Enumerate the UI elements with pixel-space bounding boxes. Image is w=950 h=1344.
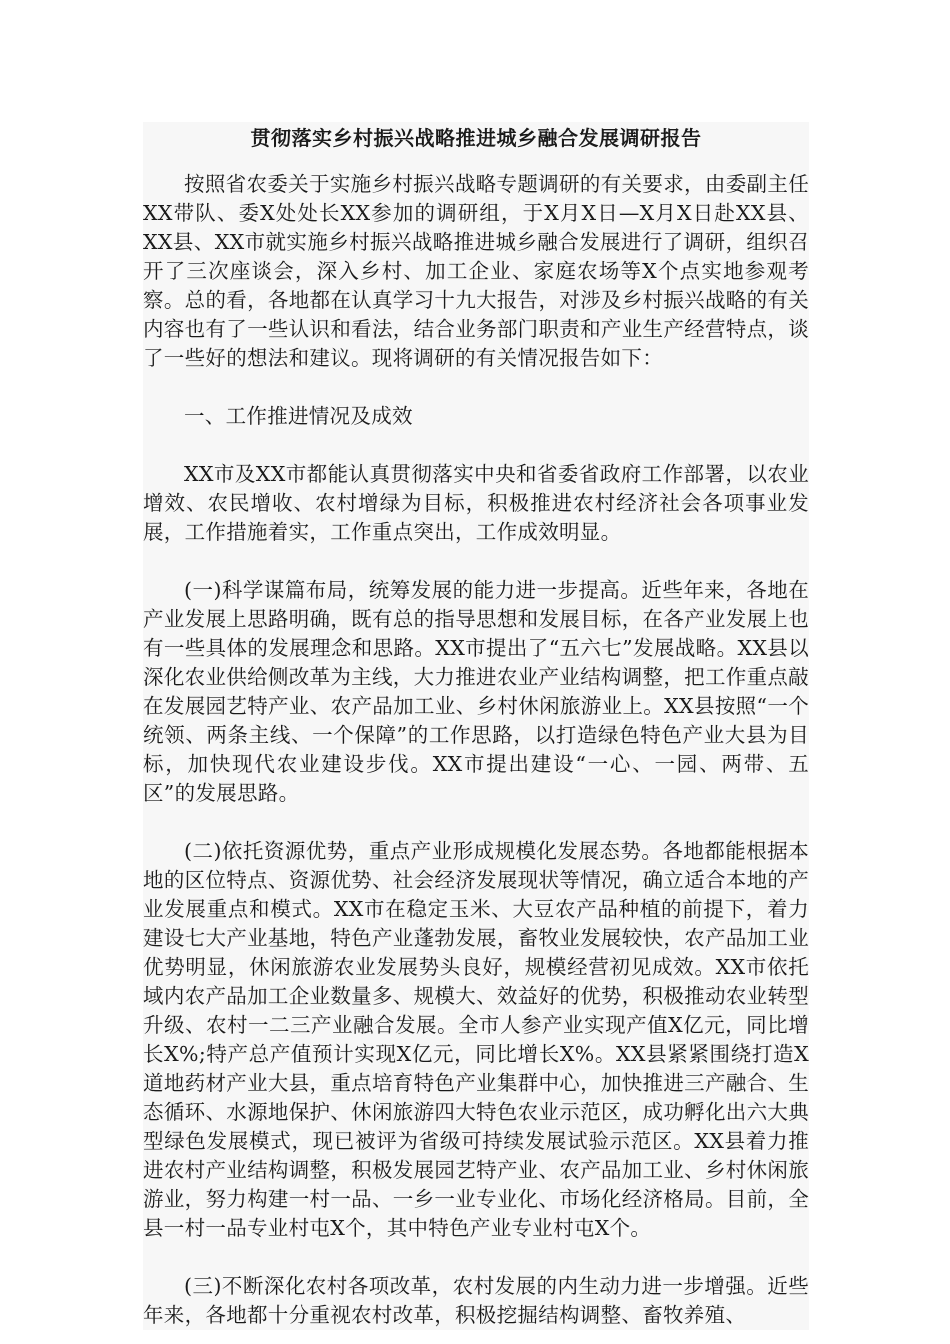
subsection-3-paragraph: (三)不断深化农村各项改革，农村发展的内生动力进一步增强。近些年来，各地都十分重视农村改革，积极挖掘结构调整、畜牧养殖、 [143, 1274, 809, 1327]
subsection-1-paragraph: (一)科学谋篇布局，统筹发展的能力进一步提高。近些年来，各地在产业发展上思路明确，既有总的指导思想和发展目标，在各产业发展上也有一些具体的发展理念和思路。XX市提出了“五六七”发展战略。XX县以深化农业供给侧改革为主线，大力推进农业产业结构调整，把工作重点敲在发展园艺特产业、农产品加工业、乡村休闲旅游业上。XX县按照“一个统领、两条主线、一个保障”的工作思路，以打造绿色特色产业大县为目标，加快现代农业建设步伐。XX市提出建设“一心、一园、两带、五区”的发展思路。 [143, 578, 809, 805]
paragraph-gap [143, 547, 809, 576]
paragraph-gap [143, 431, 809, 460]
section-1-paragraph: XX市及XX市都能认真贯彻落实中央和省委省政府工作部署，以农业增效、农民增收、农村增绿为目标，积极推进农村经济社会各项事业发展，工作措施着实，工作重点突出，工作成效明显。 [143, 462, 809, 544]
section-heading-1: 一、工作推进情况及成效 [184, 404, 413, 428]
subsection-2-paragraph: (二)依托资源优势，重点产业形成规模化发展态势。各地都能根据本地的区位特点、资源优势、社会经济发展现状等情况，确立适合本地的产业发展重点和模式。XX市在稳定玉米、大豆农产品种植的前提下，着力建设七大产业基地，特色产业蓬勃发展，畜牧业发展较快，农产品加工业优势明显，休闲旅游农业发展势头良好，规模经营初见成效。XX市依托域内农产品加工企业数量多、规模大、效益好的优势，积极推动农业转型升级、农村一二三产业融合发展。全市人参产业实现产值X亿元，同比增长X%;特产总产值预计实现X亿元，同比增长X%。XX县紧紧围绕打造X道地药材产业大县，重点培育特色产业集群中心，加快推进三产融合、生态循环、水源地保护、休闲旅游四大特色农业示范区，成功孵化出六大典型绿色发展模式，现已被评为省级可持续发展试验示范区。XX县着力推进农村产业结构调整，积极发展园艺特产业、农产品加工业、乡村休闲旅游业，努力构建一村一品、一乡一业专业化、市场化经济格局。目前，全县一村一品专业村屯X个，其中特色产业专业村屯X个。 [143, 839, 809, 1240]
paragraph-gap [143, 373, 809, 402]
document-body [143, 122, 809, 1330]
document-title: 贯彻落实乡村振兴战略推进城乡融合发展调研报告 [250, 126, 702, 150]
intro-paragraph: 按照省农委关于实施乡村振兴战略专题调研的有关要求，由委副主任XX带队、委X处处长XX参加的调研组，于X月X日—X月X日赴XX县、XX县、XX市就实施乡村振兴战略推进城乡融合发展进行了调研，组织召开了三次座谈会，深入乡村、加工企业、家庭农场等X个点实地参观考察。总的看，各地都在认真学习十九大报告，对涉及乡村振兴战略的有关内容也有了一些认识和看法，结合业务部门职责和产业生产经营特点，谈了一些好的想法和建议。现将调研的有关情况报告如下： [143, 172, 809, 370]
paragraph-gap [143, 1243, 809, 1272]
paragraph-gap [143, 808, 809, 837]
